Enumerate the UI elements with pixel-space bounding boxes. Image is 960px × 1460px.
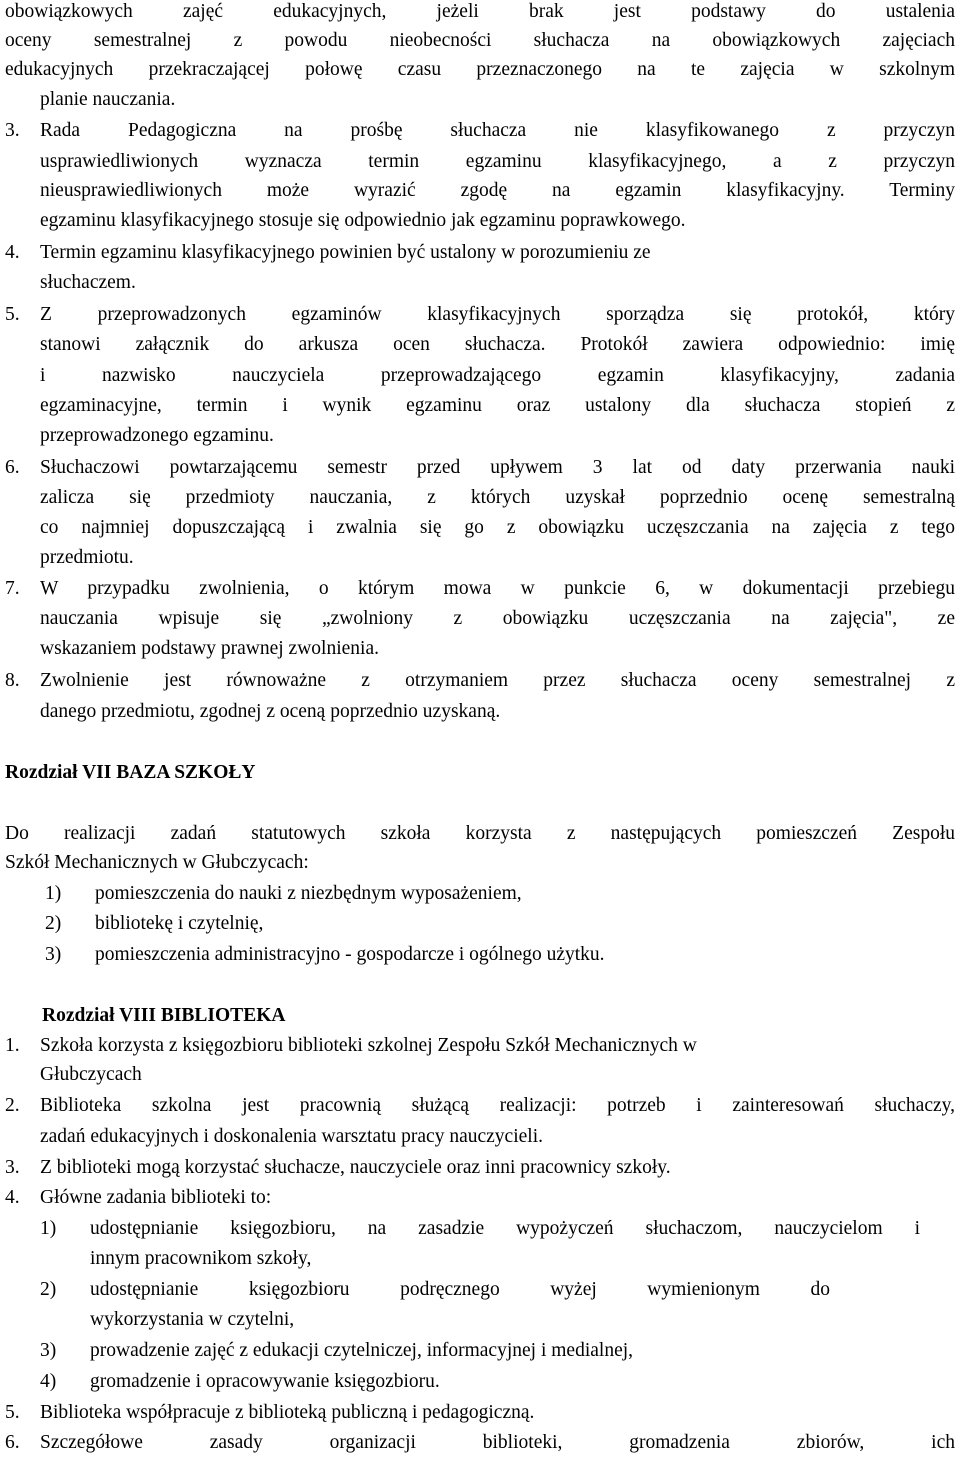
list-number: 3)	[45, 944, 62, 965]
item-line: przedmiotu.	[40, 547, 134, 568]
item-number: 3.	[5, 120, 20, 141]
item-line: danego przedmiotu, zgodnej z oceną poprzednio uzyskaną.	[40, 701, 501, 722]
item-line: Głubczycach	[40, 1064, 142, 1085]
item-line: Rada Pedagogiczna na prośbę słuchacza nie klasyfikowanego z przyczyn	[40, 120, 955, 141]
item-line: W przypadku zwolnienia, o którym mowa w punkcie 6, w dokumentacji przebiegu	[40, 578, 955, 599]
paragraph-line: oceny semestralnej z powodu nieobecności słuchacza na obowiązkowych zajęciach	[5, 30, 955, 51]
item-line: Główne zadania biblioteki to:	[40, 1187, 272, 1208]
item-line: Z przeprowadzonych egzaminów klasyfikacyjnych sporządza się protokół, który	[40, 304, 955, 325]
item-number: 2.	[5, 1095, 20, 1116]
item-line: Szczegółowe zasady organizacji biblioteki, gromadzenia zbiorów, ich	[40, 1432, 955, 1453]
chapter-heading: Rozdział VIII BIBLIOTEKA	[42, 1005, 286, 1026]
paragraph-line: Szkół Mechanicznych w Głubczycach:	[5, 852, 309, 873]
item-number: 6.	[5, 1432, 20, 1453]
list-item: prowadzenie zajęć z edukacji czytelniczej, informacyjnej i medialnej,	[90, 1340, 634, 1361]
item-number: 6.	[5, 457, 20, 478]
item-line: zalicza się przedmioty nauczania, z których uzyskał poprzednio ocenę semestralną	[40, 487, 955, 508]
paragraph-line: planie nauczania.	[40, 89, 176, 110]
list-number: 4)	[40, 1371, 57, 1392]
list-item: udostępnianie księgozbioru, na zasadzie wypożyczeń słuchaczom, nauczycielom i	[90, 1218, 920, 1239]
list-number: 1)	[40, 1218, 57, 1239]
item-number: 8.	[5, 670, 20, 691]
paragraph-line: obowiązkowych zajęć edukacyjnych, jeżeli brak jest podstawy do ustalenia	[5, 1, 955, 22]
item-line: Z biblioteki mogą korzystać słuchacze, nauczyciele oraz inni pracownicy szkoły.	[40, 1157, 671, 1178]
item-number: 5.	[5, 304, 20, 325]
item-number: 3.	[5, 1157, 20, 1178]
item-line: przeprowadzonego egzaminu.	[40, 425, 274, 446]
item-line: Słuchaczowi powtarzającemu semestr przed upływem 3 lat od daty przerwania nauki	[40, 457, 955, 478]
item-line: co najmniej dopuszczającą i zwalnia się go z obowiązku uczęszczania na zajęcia z tego	[40, 517, 955, 538]
list-item: gromadzenie i opracowywanie księgozbioru.	[90, 1371, 440, 1392]
item-line: Termin egzaminu klasyfikacyjnego powinien być ustalony w porozumieniu ze	[40, 242, 651, 263]
item-line: nauczania wpisuje się „zwolniony z obowiązku uczęszczania na zajęcia", ze	[40, 608, 955, 629]
list-item: bibliotekę i czytelnię,	[95, 913, 264, 934]
list-item: udostępnianie księgozbioru podręcznego wyżej wymienionym do	[90, 1279, 830, 1300]
item-number: 5.	[5, 1402, 20, 1423]
item-number: 4.	[5, 242, 20, 263]
paragraph-line: edukacyjnych przekraczającej połowę czasu przeznaczonego na te zajęcia w szkolnym	[5, 59, 955, 80]
item-line: i nazwisko nauczyciela przeprowadzającego egzamin klasyfikacyjny, zadania	[40, 365, 955, 386]
item-number: 4.	[5, 1187, 20, 1208]
paragraph-line: Do realizacji zadań statutowych szkoła korzysta z następujących pomieszczeń Zespołu	[5, 823, 955, 844]
item-line: wskazaniem podstawy prawnej zwolnienia.	[40, 638, 379, 659]
list-item: pomieszczenia administracyjno - gospodarcze i ogólnego użytku.	[95, 944, 605, 965]
item-line: zadań edukacyjnych i doskonalenia warsztatu pracy nauczycieli.	[40, 1126, 543, 1147]
item-line: Szkoła korzysta z księgozbioru biblioteki szkolnej Zespołu Szkół Mechanicznych w	[40, 1035, 697, 1056]
list-number: 1)	[45, 883, 62, 904]
list-item: wykorzystania w czytelni,	[90, 1309, 295, 1330]
item-line: stanowi załącznik do arkusza ocen słuchacza. Protokół zawiera odpowiednio: imię	[40, 334, 955, 355]
item-number: 1.	[5, 1035, 20, 1056]
list-number: 3)	[40, 1340, 57, 1361]
item-number: 7.	[5, 578, 20, 599]
item-line: usprawiedliwionych wyznacza termin egzaminu klasyfikacyjnego, a z przyczyn	[40, 151, 955, 172]
list-number: 2)	[45, 913, 62, 934]
item-line: Biblioteka współpracuje z biblioteką publiczną i pedagogiczną.	[40, 1402, 535, 1423]
item-line: Biblioteka szkolna jest pracownią służącą realizacji: potrzeb i zainteresowań słuchaczy,	[40, 1095, 955, 1116]
item-line: słuchaczem.	[40, 272, 136, 293]
chapter-heading: Rozdział VII BAZA SZKOŁY	[5, 762, 256, 783]
item-line: nieusprawiedliwionych może wyrazić zgodę na egzamin klasyfikacyjny. Terminy	[40, 180, 955, 201]
list-number: 2)	[40, 1279, 57, 1300]
item-line: Zwolnienie jest równoważne z otrzymaniem przez słuchacza oceny semestralnej z	[40, 670, 955, 691]
item-line: egzaminacyjne, termin i wynik egzaminu oraz ustalony dla słuchacza stopień z	[40, 395, 955, 416]
list-item: pomieszczenia do nauki z niezbędnym wyposażeniem,	[95, 883, 522, 904]
item-line: egzaminu klasyfikacyjnego stosuje się odpowiednio jak egzaminu poprawkowego.	[40, 210, 686, 231]
list-item: innym pracownikom szkoły,	[90, 1248, 312, 1269]
